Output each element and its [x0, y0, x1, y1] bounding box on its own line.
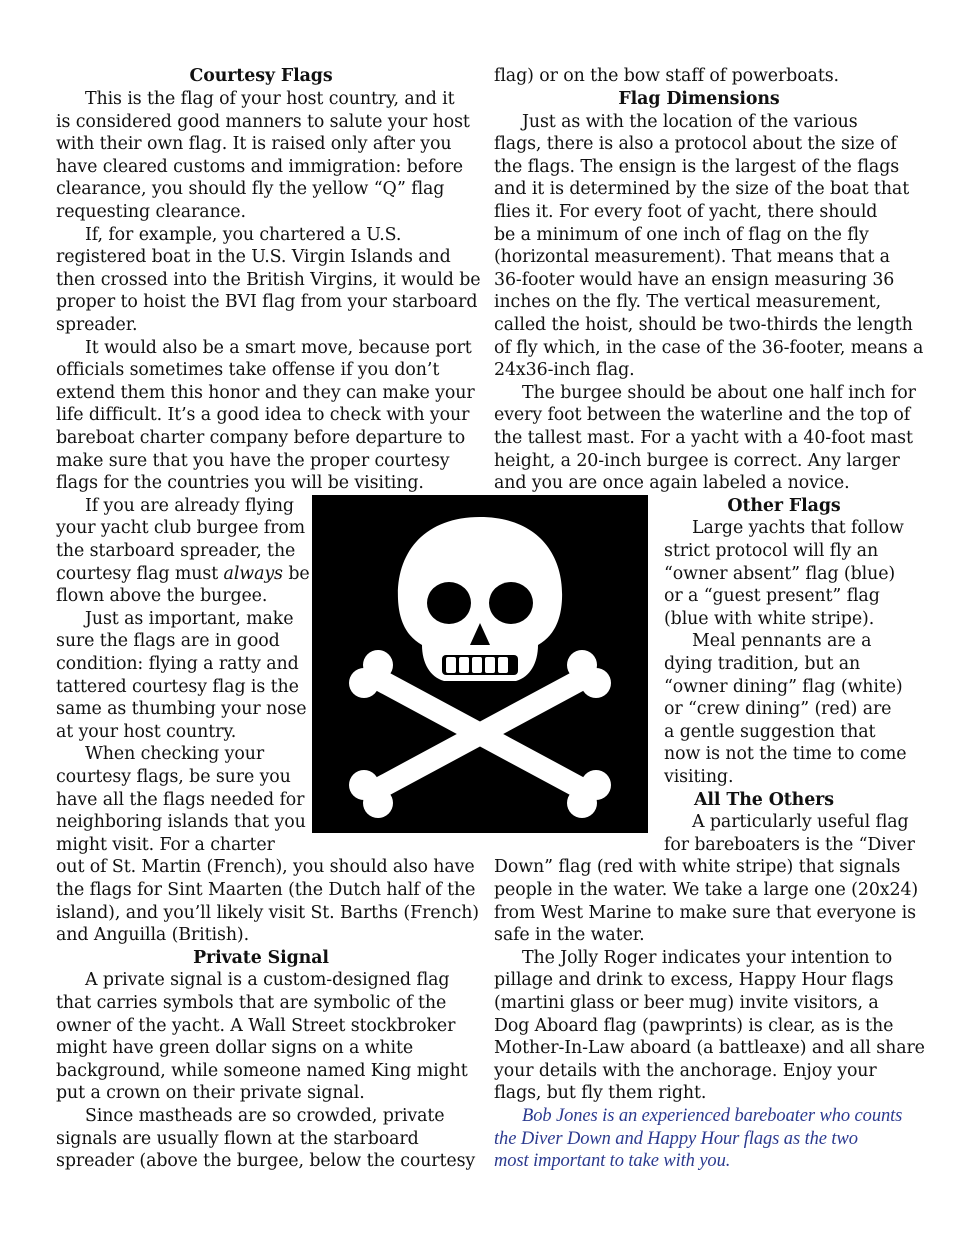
- paragraph-line: strict protocol will fly an: [664, 541, 879, 561]
- paragraph-line: Since mastheads are so crowded, private: [85, 1106, 445, 1126]
- paragraph-line: called the hoist, should be two-thirds the length: [494, 315, 913, 335]
- paragraph-line: your yacht club burgee from: [56, 518, 306, 538]
- paragraph-line: bareboat charter company before departure to: [56, 428, 466, 448]
- paragraph-line: might have green dollar signs on a white: [56, 1038, 414, 1058]
- paragraph-line: Meal pennants are a: [692, 631, 872, 651]
- paragraph-line: (martini glass or beer mug) invite visitors, a: [494, 993, 879, 1013]
- paragraph-line: flies it. For every foot of yacht, there should: [494, 202, 878, 222]
- paragraph-line: same as thumbing your nose: [56, 699, 307, 719]
- paragraph-line: make sure that you have the proper courtesy: [56, 451, 450, 471]
- paragraph-line: If you are already flying: [85, 496, 294, 516]
- paragraph-line: height, a 20-inch burgee is correct. Any larger: [494, 451, 900, 471]
- paragraph-line: dying tradition, but an: [664, 654, 861, 674]
- paragraph-line: from West Marine to make sure that everyone is: [494, 903, 916, 923]
- paragraph-line: clearance, you should fly the yellow “Q” flag: [56, 179, 445, 199]
- paragraph-line: owner of the yacht. A Wall Street stockbroker: [56, 1016, 456, 1036]
- paragraph-line: Just as with the location of the various: [522, 112, 858, 132]
- paragraph-line: spreader (above the burgee, below the courtesy: [56, 1151, 476, 1171]
- paragraph-line: safe in the water.: [494, 925, 645, 945]
- paragraph-line: 36-footer would have an ensign measuring 36: [494, 270, 895, 290]
- paragraph-line: put a crown on their private signal.: [56, 1083, 365, 1103]
- paragraph-line: island), and you’ll likely visit St. Barths (French): [56, 903, 479, 923]
- author-byline: most important to take with you.: [494, 1151, 731, 1171]
- paragraph-line: A particularly useful flag: [692, 812, 909, 832]
- paragraph-line: and you are once again labeled a novice.: [494, 473, 850, 493]
- paragraph-line: the tallest mast. For a yacht with a 40-foot mast: [494, 428, 913, 448]
- paragraph-line: and Anguilla (British).: [56, 925, 250, 945]
- text-run: be: [282, 564, 310, 584]
- paragraph-line: flags for the countries you will be visiting.: [56, 473, 424, 493]
- paragraph-line: every foot between the waterline and the top of: [494, 405, 911, 425]
- paragraph-line: registered boat in the U.S. Virgin Islands and: [56, 247, 451, 267]
- author-byline: the Diver Down and Happy Hour flags as the two: [494, 1129, 858, 1149]
- paragraph-line: neighboring islands that you: [56, 812, 306, 832]
- jolly-roger-flag-icon: [312, 495, 648, 833]
- paragraph-line: out of St. Martin (French), you should also have: [56, 857, 475, 877]
- paragraph-line: The burgee should be about one half inch for: [522, 383, 916, 403]
- paragraph-line: requesting clearance.: [56, 202, 246, 222]
- paragraph-line: If, for example, you chartered a U.S.: [85, 225, 402, 245]
- paragraph-line: pillage and drink to excess, Happy Hour flags: [494, 970, 894, 990]
- paragraph-line: with their own flag. It is raised only after you: [56, 134, 452, 154]
- paragraph-line: [56, 563, 310, 586]
- paragraph-line: sure the flags are in good: [56, 631, 280, 651]
- heading-other-flags: Other Flags: [727, 496, 841, 516]
- paragraph-line: then crossed into the British Virgins, it would be: [56, 270, 481, 290]
- emphasis-always: always: [223, 564, 283, 584]
- paragraph-line: The Jolly Roger indicates your intention to: [522, 948, 893, 968]
- paragraph-line: now is not the time to come: [664, 744, 907, 764]
- paragraph-line: courtesy flags, be sure you: [56, 767, 291, 787]
- paragraph-line: for bareboaters is the “Diver: [664, 835, 915, 855]
- paragraph-line: the flags for Sint Maarten (the Dutch half of the: [56, 880, 476, 900]
- paragraph-line: This is the flag of your host country, and it: [85, 89, 455, 109]
- paragraph-line: flags, but fly them right.: [494, 1083, 707, 1103]
- paragraph-line: Large yachts that follow: [692, 518, 904, 538]
- skull-and-crossbones-icon: [312, 495, 648, 833]
- paragraph-line: the starboard spreader, the: [56, 541, 296, 561]
- paragraph-line: visiting.: [664, 767, 734, 787]
- paragraph-line: might visit. For a charter: [56, 835, 275, 855]
- paragraph-line: inches on the fly. The vertical measurement,: [494, 292, 881, 312]
- paragraph-line: officials sometimes take offense if you don’t: [56, 360, 440, 380]
- paragraph-line: have cleared customs and immigration: before: [56, 157, 463, 177]
- heading-all-the-others: All The Others: [694, 790, 834, 810]
- paragraph-line: It would also be a smart move, because port: [85, 338, 472, 358]
- paragraph-line: flags, there is also a protocol about the size of: [494, 134, 897, 154]
- paragraph-line: proper to hoist the BVI flag from your starboard: [56, 292, 478, 312]
- paragraph-line: Down” flag (red with white stripe) that signals: [494, 857, 901, 877]
- paragraph-line: of fly which, in the case of the 36-footer, means a: [494, 338, 924, 358]
- paragraph-line: spreader.: [56, 315, 138, 335]
- paragraph-line: or “crew dining” (red) are: [664, 699, 892, 719]
- paragraph-line: Mother-In-Law aboard (a battleaxe) and all share: [494, 1038, 925, 1058]
- text-run: courtesy flag must: [56, 564, 224, 584]
- paragraph-line: signals are usually flown at the starboard: [56, 1129, 419, 1149]
- author-byline: Bob Jones is an experienced bareboater who counts: [522, 1106, 903, 1126]
- paragraph-line: extend them this honor and they can make your: [56, 383, 475, 403]
- paragraph-line: tattered courtesy flag is the: [56, 677, 299, 697]
- paragraph-line: at your host country.: [56, 722, 237, 742]
- paragraph-line: and it is determined by the size of the boat that: [494, 179, 910, 199]
- paragraph-line: A private signal is a custom-designed flag: [85, 970, 450, 990]
- paragraph-line: condition: flying a ratty and: [56, 654, 299, 674]
- paragraph-line: be a minimum of one inch of flag on the fly: [494, 225, 869, 245]
- paragraph-line: life difficult. It’s a good idea to check with your: [56, 405, 470, 425]
- paragraph-line: Dog Aboard flag (pawprints) is clear, as is the: [494, 1016, 894, 1036]
- paragraph-line: flag) or on the bow staff of powerboats.: [494, 66, 839, 86]
- paragraph-line: background, while someone named King might: [56, 1061, 468, 1081]
- paragraph-line: that carries symbols that are symbolic of the: [56, 993, 447, 1013]
- paragraph-line: people in the water. We take a large one (20x24): [494, 880, 919, 900]
- paragraph-line: When checking your: [85, 744, 265, 764]
- paragraph-line: “owner dining” flag (white): [664, 677, 903, 697]
- paragraph-line: “owner absent” flag (blue): [664, 564, 896, 584]
- paragraph-line: your details with the anchorage. Enjoy your: [494, 1061, 877, 1081]
- paragraph-line: have all the flags needed for: [56, 790, 305, 810]
- paragraph-line: a gentle suggestion that: [664, 722, 876, 742]
- paragraph-line: or a “guest present” flag: [664, 586, 880, 606]
- paragraph-line: (blue with white stripe).: [664, 609, 875, 629]
- paragraph-line: the flags. The ensign is the largest of the flags: [494, 157, 900, 177]
- paragraph-line: is considered good manners to salute your host: [56, 112, 470, 132]
- paragraph-line: Just as important, make: [85, 609, 294, 629]
- paragraph-line: flown above the burgee.: [56, 586, 268, 606]
- paragraph-line: (horizontal measurement). That means that a: [494, 247, 890, 267]
- heading-courtesy-flags: Courtesy Flags: [189, 66, 333, 86]
- heading-flag-dimensions: Flag Dimensions: [618, 89, 780, 109]
- heading-private-signal: Private Signal: [193, 948, 329, 968]
- paragraph-line: 24x36-inch flag.: [494, 360, 635, 380]
